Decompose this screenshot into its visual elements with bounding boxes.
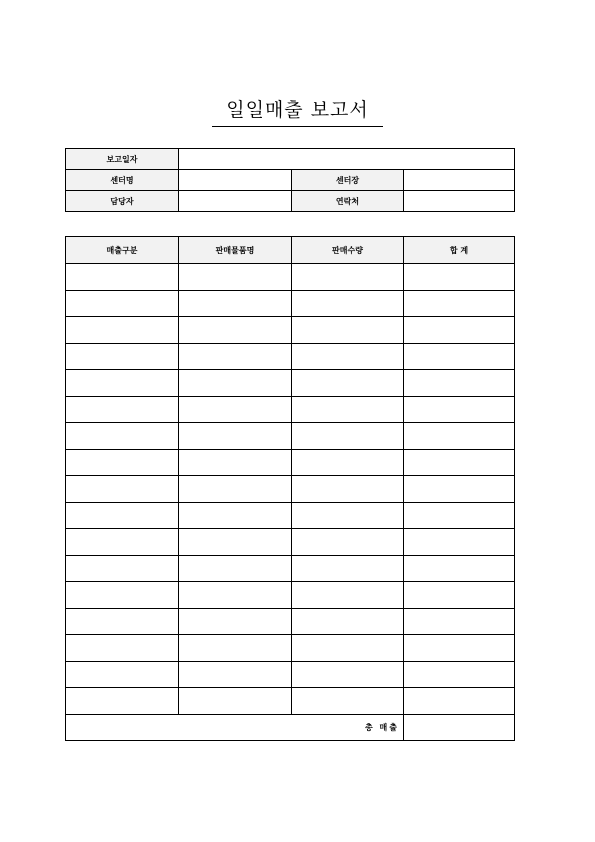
table-row <box>66 635 515 662</box>
sales-table-body <box>66 264 515 715</box>
total-sales-field[interactable] <box>404 714 515 741</box>
product-name-cell[interactable] <box>179 370 292 397</box>
sales-category-cell[interactable] <box>66 343 179 370</box>
quantity-cell[interactable] <box>292 661 404 688</box>
table-row <box>66 582 515 609</box>
center-name-label: 센터명 <box>66 170 179 191</box>
product-name-cell[interactable] <box>179 608 292 635</box>
product-name-cell[interactable] <box>179 264 292 291</box>
table-row <box>66 529 515 556</box>
table-row <box>66 449 515 476</box>
table-row <box>66 343 515 370</box>
total-cell[interactable] <box>404 582 515 609</box>
total-cell[interactable] <box>404 661 515 688</box>
column-header-quantity: 판매수량 <box>292 237 404 264</box>
sales-category-cell[interactable] <box>66 635 179 662</box>
table-row <box>66 396 515 423</box>
quantity-cell[interactable] <box>292 608 404 635</box>
sales-category-cell[interactable] <box>66 290 179 317</box>
center-head-field[interactable] <box>404 170 515 191</box>
sales-category-cell[interactable] <box>66 529 179 556</box>
total-cell[interactable] <box>404 635 515 662</box>
total-cell[interactable] <box>404 423 515 450</box>
quantity-cell[interactable] <box>292 317 404 344</box>
quantity-cell[interactable] <box>292 476 404 503</box>
table-row <box>66 317 515 344</box>
sales-category-cell[interactable] <box>66 317 179 344</box>
total-cell[interactable] <box>404 343 515 370</box>
table-row <box>66 476 515 503</box>
page-title: 일일매출 보고서 <box>212 98 383 127</box>
sales-category-cell[interactable] <box>66 476 179 503</box>
total-cell[interactable] <box>404 502 515 529</box>
product-name-cell[interactable] <box>179 343 292 370</box>
quantity-cell[interactable] <box>292 529 404 556</box>
sales-category-cell[interactable] <box>66 370 179 397</box>
total-cell[interactable] <box>404 317 515 344</box>
contact-field[interactable] <box>404 191 515 212</box>
total-cell[interactable] <box>404 396 515 423</box>
quantity-cell[interactable] <box>292 688 404 715</box>
sales-category-cell[interactable] <box>66 661 179 688</box>
product-name-cell[interactable] <box>179 476 292 503</box>
total-cell[interactable] <box>404 608 515 635</box>
product-name-cell[interactable] <box>179 317 292 344</box>
quantity-cell[interactable] <box>292 396 404 423</box>
product-name-cell[interactable] <box>179 555 292 582</box>
center-head-label: 센터장 <box>292 170 404 191</box>
report-date-field[interactable] <box>179 149 515 170</box>
quantity-cell[interactable] <box>292 555 404 582</box>
sales-category-cell[interactable] <box>66 423 179 450</box>
table-row <box>66 423 515 450</box>
sales-category-cell[interactable] <box>66 502 179 529</box>
total-cell[interactable] <box>404 264 515 291</box>
sales-category-cell[interactable] <box>66 608 179 635</box>
total-cell[interactable] <box>404 476 515 503</box>
sales-category-cell[interactable] <box>66 582 179 609</box>
manager-label: 담당자 <box>66 191 179 212</box>
center-name-field[interactable] <box>179 170 292 191</box>
sales-category-cell[interactable] <box>66 449 179 476</box>
sales-category-cell[interactable] <box>66 688 179 715</box>
quantity-cell[interactable] <box>292 502 404 529</box>
product-name-cell[interactable] <box>179 449 292 476</box>
total-sales-label: 총 매출 <box>66 714 404 741</box>
column-header-sales-category: 매출구분 <box>66 237 179 264</box>
quantity-cell[interactable] <box>292 635 404 662</box>
title-area <box>0 98 595 127</box>
quantity-cell[interactable] <box>292 343 404 370</box>
product-name-cell[interactable] <box>179 290 292 317</box>
quantity-cell[interactable] <box>292 264 404 291</box>
sales-table-header-row <box>66 237 515 264</box>
column-header-product-name: 판매물품명 <box>179 237 292 264</box>
column-header-total: 합 계 <box>404 237 515 264</box>
product-name-cell[interactable] <box>179 635 292 662</box>
table-row <box>66 688 515 715</box>
table-row <box>66 290 515 317</box>
total-cell[interactable] <box>404 555 515 582</box>
table-row <box>66 370 515 397</box>
report-date-label: 보고일자 <box>66 149 179 170</box>
product-name-cell[interactable] <box>179 502 292 529</box>
total-cell[interactable] <box>404 290 515 317</box>
total-cell[interactable] <box>404 449 515 476</box>
table-row <box>66 608 515 635</box>
total-cell[interactable] <box>404 688 515 715</box>
product-name-cell[interactable] <box>179 582 292 609</box>
sales-table <box>65 236 515 741</box>
product-name-cell[interactable] <box>179 688 292 715</box>
quantity-cell[interactable] <box>292 582 404 609</box>
info-row-manager <box>66 191 515 212</box>
sales-category-cell[interactable] <box>66 555 179 582</box>
product-name-cell[interactable] <box>179 396 292 423</box>
total-cell[interactable] <box>404 529 515 556</box>
table-row <box>66 502 515 529</box>
sales-category-cell[interactable] <box>66 264 179 291</box>
info-row-center <box>66 170 515 191</box>
product-name-cell[interactable] <box>179 423 292 450</box>
total-sales-row <box>66 714 515 741</box>
manager-field[interactable] <box>179 191 292 212</box>
quantity-cell[interactable] <box>292 449 404 476</box>
contact-label: 연락처 <box>292 191 404 212</box>
product-name-cell[interactable] <box>179 661 292 688</box>
table-row <box>66 264 515 291</box>
quantity-cell[interactable] <box>292 423 404 450</box>
product-name-cell[interactable] <box>179 529 292 556</box>
report-info-table <box>65 148 515 212</box>
info-row-report-date <box>66 149 515 170</box>
sales-category-cell[interactable] <box>66 396 179 423</box>
quantity-cell[interactable] <box>292 290 404 317</box>
quantity-cell[interactable] <box>292 370 404 397</box>
table-row <box>66 661 515 688</box>
total-cell[interactable] <box>404 370 515 397</box>
table-row <box>66 555 515 582</box>
